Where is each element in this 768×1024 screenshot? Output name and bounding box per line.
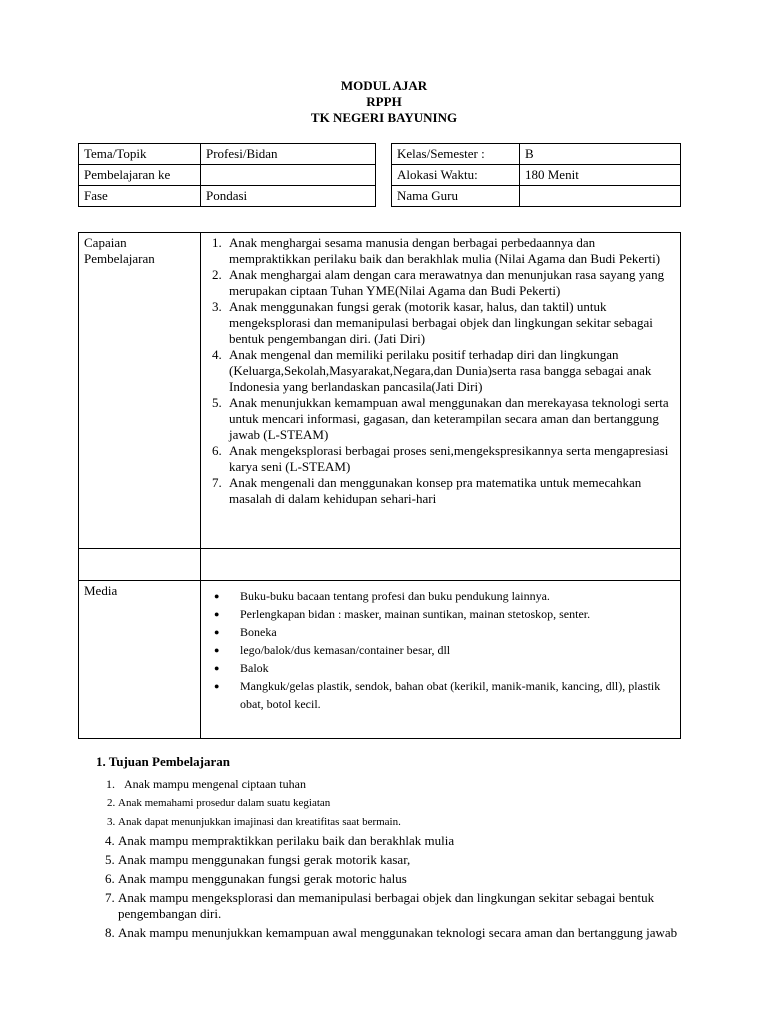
media-list [206, 587, 675, 713]
list-item: ● Mangkuk/gelas plastik, sendok, bahan obat (kerikil, manik-manik, kancing, dll), plastik obat, botol kecil. [236, 677, 675, 713]
list-item: 3. Anak menggunakan fungsi gerak (motorik kasar, halus, dan taktil) untuk mengeksplorasi dan memanipulasi berbagai objek dan lingkungan sekitar sebagai bentuk pengembangan diri. (Jati Diri) [225, 299, 676, 347]
table-row [79, 549, 681, 581]
table-row [392, 144, 681, 165]
table-row [79, 233, 681, 549]
table-row [79, 144, 376, 165]
list-item: 4. Anak mampu mempraktikkan perilaku baik dan berakhlak mulia [118, 833, 688, 849]
info-value [520, 186, 681, 207]
list-item: ● Perlengkapan bidan : masker, mainan suntikan, mainan stetoskop, senter. [236, 605, 675, 623]
tujuan-list [96, 776, 688, 944]
info-label: Kelas/Semester : [392, 144, 520, 165]
list-item: 7. Anak mengenali dan menggunakan konsep pra matematika untuk memecahkan masalah di dalam kehidupan sehari-hari [225, 475, 676, 507]
media-list-cell [201, 581, 681, 739]
list-item: ● Balok [236, 659, 675, 677]
list-item: 1. Anak mampu mengenal ciptaan tuhan [118, 776, 688, 792]
list-item: 1. Anak menghargai sesama manusia dengan berbagai perbedaannya dan mempraktikkan perilaku baik dan berakhlak mulia (Nilai Agama dan Budi Pekerti) [225, 235, 676, 267]
empty-cell [79, 549, 201, 581]
info-label: Nama Guru [392, 186, 520, 207]
list-item: 2. Anak memahami prosedur dalam suatu kegiatan [118, 795, 688, 811]
media-label: Media [79, 581, 201, 739]
table-row [392, 165, 681, 186]
doc-title-modul: MODUL AJAR [340, 78, 428, 93]
list-item: ● Boneka [236, 623, 675, 641]
list-item: 8. Anak mampu menunjukkan kemampuan awal menggunakan teknologi secara aman dan bertanggung jawab [118, 925, 688, 941]
info-value: Pondasi [201, 186, 376, 207]
info-label: Pembelajaran ke [79, 165, 201, 186]
info-value: Profesi/Bidan [201, 144, 376, 165]
list-item: 4. Anak mengenal dan memiliki perilaku positif terhadap diri dan lingkungan (Keluarga,Sekolah,Masyarakat,Negara,dan Dunia)serta rasa bangga sebagai anak Indonesia yang berlandaskan pancasila(Jati Diri) [225, 347, 676, 395]
info-label: Alokasi Waktu: [392, 165, 520, 186]
list-item: 6. Anak mampu menggunakan fungsi gerak motoric halus [118, 871, 688, 887]
capaian-list-cell [201, 233, 681, 549]
section-heading-tujuan: 1. Tujuan Pembelajaran [96, 754, 230, 769]
info-table-right [391, 143, 681, 207]
info-label: Fase [79, 186, 201, 207]
info-value: 180 Menit [520, 165, 681, 186]
table-row [79, 165, 376, 186]
list-item: ● Buku-buku bacaan tentang profesi dan buku pendukung lainnya. [236, 587, 675, 605]
doc-title-rpph: RPPH [366, 94, 402, 109]
list-item: 5. Anak mampu menggunakan fungsi gerak motorik kasar, [118, 852, 688, 868]
table-row [79, 186, 376, 207]
info-table-left [78, 143, 376, 207]
list-item: 7. Anak mampu mengeksplorasi dan memanipulasi berbagai objek dan lingkungan sekitar sebagai bentuk pengembangan diri. [118, 890, 688, 922]
capaian-list [205, 235, 676, 507]
empty-cell [201, 549, 681, 581]
list-item: 2. Anak menghargai alam dengan cara merawatnya dan menunjukan rasa sayang yang merupakan ciptaan Tuhan YME(Nilai Agama dan Budi Pekerti) [225, 267, 676, 299]
table-row [392, 186, 681, 207]
list-item: 6. Anak mengeksplorasi berbagai proses seni,mengekspresikannya serta mengapresiasi karya seni (L-STEAM) [225, 443, 676, 475]
table-row [79, 581, 681, 739]
list-item: 5. Anak menunjukkan kemampuan awal menggunakan dan merekayasa teknologi serta untuk mencari informasi, gagasan, dan keterampilan secara aman dan bertanggung jawab (L-STEAM) [225, 395, 676, 443]
capaian-label: Capaian Pembelajaran [79, 233, 201, 549]
doc-title-school: TK NEGERI BAYUNING [310, 110, 458, 125]
info-label: Tema/Topik [79, 144, 201, 165]
list-item: 3. Anak dapat menunjukkan imajinasi dan kreatifitas saat bermain. [118, 814, 688, 830]
info-value: B [520, 144, 681, 165]
list-item: ● lego/balok/dus kemasan/container besar, dll [236, 641, 675, 659]
info-value [201, 165, 376, 186]
capaian-media-table [78, 232, 681, 739]
